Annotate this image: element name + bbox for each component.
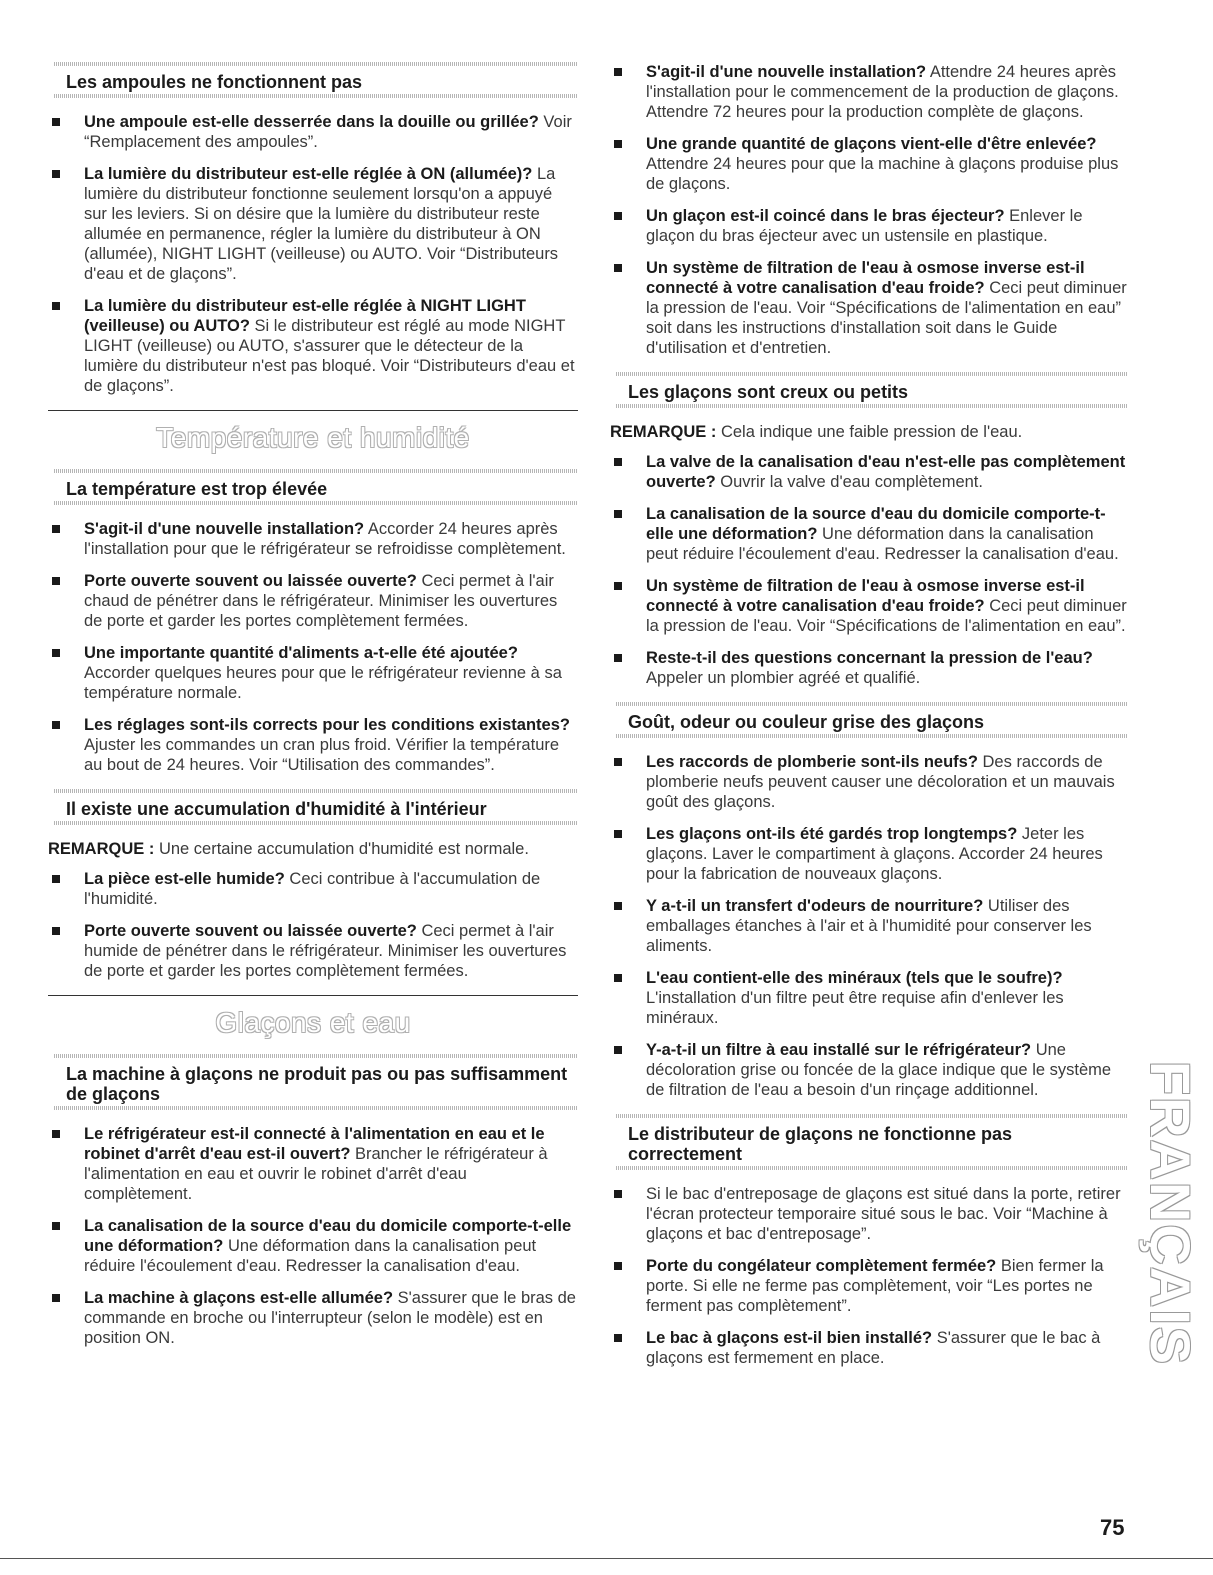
list-item: Les réglages sont-ils corrects pour les conditions existantes? Ajuster les commandes un cran plus froid. Vérifier la température au bout de 24 heures. Voir “Utilisation des commandes”. xyxy=(48,715,578,775)
bullet-icon xyxy=(52,649,60,657)
section-heading-bulbs: Les ampoules ne fonctionnent pas xyxy=(48,62,578,98)
humidity-note: REMARQUE : Une certaine accumulation d'humidité est normale. xyxy=(48,840,529,858)
bullet-icon xyxy=(614,1046,622,1054)
bullet-icon xyxy=(614,654,622,662)
list-item: La canalisation de la source d'eau du domicile comporte-t-elle une déformation? Une déformation dans la canalisation peut réduire l'écoulement d'eau. Redresser la canalisation d'eau. xyxy=(610,504,1128,564)
page-number: 75 xyxy=(1100,1515,1125,1540)
language-side-tab: FRANÇAIS xyxy=(1139,1060,1203,1366)
list-item: Un système de filtration de l'eau à osmose inverse est-il connecté à votre canalisation d'eau froide? Ceci peut diminuer la pression de l'eau. Voir “Spécifications de l'alimentation en eau” soit dans les instructions d'installation soit dans le Guide d'utilisation et d'entretien. xyxy=(610,258,1128,358)
bullet-icon xyxy=(52,118,60,126)
section-heading-dispenser: Le distributeur de glaçons ne fonctionne pas correctement xyxy=(610,1114,1128,1170)
section-divider xyxy=(48,995,578,996)
bullet-icon xyxy=(614,458,622,466)
bullet-icon xyxy=(614,510,622,518)
bullet-icon xyxy=(52,170,60,178)
section-heading-ice-taste: Goût, odeur ou couleur grise des glaçons xyxy=(610,702,1128,738)
bullet-icon xyxy=(614,1334,622,1342)
ice-maker-list-continued xyxy=(610,62,1128,358)
humidity-list xyxy=(48,869,578,981)
bullet-icon xyxy=(52,1130,60,1138)
temperature-list xyxy=(48,519,578,775)
bullet-icon xyxy=(52,875,60,883)
list-item: Porte ouverte souvent ou laissée ouverte? Ceci permet à l'air chaud de pénétrer dans le réfrigérateur. Minimiser les ouvertures de porte et garder les portes complètement fermées. xyxy=(48,571,578,631)
list-item: Si le bac d'entreposage de glaçons est situé dans la porte, retirer l'écran protecteur temporaire situé sous le bac. Voir “Machine à glaçons et bac d'entreposage”. xyxy=(610,1184,1128,1244)
bullet-icon xyxy=(614,830,622,838)
bullet-icon xyxy=(52,525,60,533)
list-item: Le bac à glaçons est-il bien installé? S'assurer que le bac à glaçons est fermement en place. xyxy=(610,1328,1128,1368)
bullet-icon xyxy=(614,1262,622,1270)
list-item: Porte ouverte souvent ou laissée ouverte? Ceci permet à l'air humide de pénétrer dans le réfrigérateur. Minimiser les ouvertures de porte et garder les portes complètement fermées. xyxy=(48,921,578,981)
main-heading-temperature: Température et humidité xyxy=(156,422,470,453)
bullet-icon xyxy=(614,902,622,910)
section-divider xyxy=(48,410,578,411)
left-column xyxy=(48,62,578,1360)
ice-maker-list xyxy=(48,1124,578,1348)
right-column xyxy=(610,62,1128,1380)
bullet-icon xyxy=(614,212,622,220)
list-item: La machine à glaçons est-elle allumée? S'assurer que le bras de commande en broche ou l'interrupteur (selon le modèle) est en position ON. xyxy=(48,1288,578,1348)
bullet-icon xyxy=(614,140,622,148)
list-item: L'eau contient-elle des minéraux (tels que le soufre)? L'installation d'un filtre peut être requise afin d'enlever les minéraux. xyxy=(610,968,1128,1028)
list-item: Un glaçon est-il coincé dans le bras éjecteur? Enlever le glaçon du bras éjecteur avec un ustensile en plastique. xyxy=(610,206,1128,246)
list-item: Le réfrigérateur est-il connecté à l'alimentation en eau et le robinet d'arrêt d'eau est-il ouvert? Brancher le réfrigérateur à l'alimentation en eau et ouvrir le robinet d'arrêt d'eau complètement. xyxy=(48,1124,578,1204)
bullet-icon xyxy=(614,758,622,766)
list-item: Une ampoule est-elle desserrée dans la douille ou grillée? Voir “Remplacement des ampoules”. xyxy=(48,112,578,152)
section-heading-temperature-high: La température est trop élevée xyxy=(48,469,578,505)
dispenser-list xyxy=(610,1184,1128,1368)
list-item: La lumière du distributeur est-elle réglée à NIGHT LIGHT (veilleuse) ou AUTO? Si le distributeur est réglé au mode NIGHT LIGHT (veilleuse) ou AUTO, s'assurer que le détecteur de la lumière du distributeur n'est pas bloqué. Voir “Distributeurs d'eau et de glaçons”. xyxy=(48,296,578,396)
page-bottom-rule xyxy=(0,1558,1213,1559)
section-heading-humidity: Il existe une accumulation d'humidité à l'intérieur xyxy=(48,789,578,825)
bullet-icon xyxy=(52,302,60,310)
bullet-icon xyxy=(52,721,60,729)
list-item: Les raccords de plomberie sont-ils neufs? Des raccords de plomberie neufs peuvent causer une décoloration et un mauvais goût des glaçons. xyxy=(610,752,1128,812)
section-heading-ice-maker: La machine à glaçons ne produit pas ou pas suffisamment de glaçons xyxy=(48,1054,578,1110)
list-item: La lumière du distributeur est-elle réglée à ON (allumée)? La lumière du distributeur fonctionne seulement lorsqu'on a appuyé sur les leviers. Si on désire que la lumière du distributeur reste allumée en permanence, régler la lumière du distributeur à ON (allumée), NIGHT LIGHT (veilleuse) ou AUTO. Voir “Distributeurs d'eau et de glaçons”. xyxy=(48,164,578,284)
bullet-icon xyxy=(614,582,622,590)
ice-taste-list xyxy=(610,752,1128,1100)
main-heading-ice-water: Glaçons et eau xyxy=(215,1007,411,1038)
list-item: Y-a-t-il un filtre à eau installé sur le réfrigérateur? Une décoloration grise ou foncée de la glace indique que le système de filtration de l'eau a besoin d'un rinçage additionnel. xyxy=(610,1040,1128,1100)
list-item: Un système de filtration de l'eau à osmose inverse est-il connecté à votre canalisation d'eau froide? Ceci peut diminuer la pression de l'eau. Voir “Spécifications de l'alimentation en eau”. xyxy=(610,576,1128,636)
bullet-icon xyxy=(614,974,622,982)
list-item: Une importante quantité d'aliments a-t-elle été ajoutée? Accorder quelques heures pour que le réfrigérateur revienne à sa température normale. xyxy=(48,643,578,703)
bullet-icon xyxy=(52,1294,60,1302)
bullet-icon xyxy=(52,1222,60,1230)
list-item: S'agit-il d'une nouvelle installation? Attendre 24 heures après l'installation pour le commencement de la production de glaçons. Attendre 72 heures pour la production complète de glaçons. xyxy=(610,62,1128,122)
bullet-icon xyxy=(614,68,622,76)
hollow-ice-list xyxy=(610,452,1128,688)
list-item: La pièce est-elle humide? Ceci contribue à l'accumulation de l'humidité. xyxy=(48,869,578,909)
bullet-icon xyxy=(52,927,60,935)
bullet-icon xyxy=(52,577,60,585)
list-item: La valve de la canalisation d'eau n'est-elle pas complètement ouverte? Ouvrir la valve d'eau complètement. xyxy=(610,452,1128,492)
list-item: S'agit-il d'une nouvelle installation? Accorder 24 heures après l'installation pour que le réfrigérateur se refroidisse complètement. xyxy=(48,519,578,559)
bulbs-list xyxy=(48,112,578,396)
list-item: Une grande quantité de glaçons vient-elle d'être enlevée? Attendre 24 heures pour que la machine à glaçons produise plus de glaçons. xyxy=(610,134,1128,194)
bullet-icon xyxy=(614,1190,622,1198)
list-item: La canalisation de la source d'eau du domicile comporte-t-elle une déformation? Une déformation dans la canalisation peut réduire l'écoulement d'eau. Redresser la canalisation d'eau. xyxy=(48,1216,578,1276)
list-item: Y a-t-il un transfert d'odeurs de nourriture? Utiliser des emballages étanches à l'air et à l'humidité pour conserver les aliments. xyxy=(610,896,1128,956)
list-item: Reste-t-il des questions concernant la pression de l'eau? Appeler un plombier agréé et qualifié. xyxy=(610,648,1128,688)
hollow-ice-note: REMARQUE : Cela indique une faible pression de l'eau. xyxy=(610,423,1023,441)
list-item: Les glaçons ont-ils été gardés trop longtemps? Jeter les glaçons. Laver le compartiment à glaçons. Accorder 24 heures pour la fabrication de nouveaux glaçons. xyxy=(610,824,1128,884)
list-item: Porte du congélateur complètement fermée? Bien fermer la porte. Si elle ne ferme pas complètement, voir “Les portes ne ferment pas complètement”. xyxy=(610,1256,1128,1316)
bullet-icon xyxy=(614,264,622,272)
section-heading-hollow-ice: Les glaçons sont creux ou petits xyxy=(610,372,1128,408)
